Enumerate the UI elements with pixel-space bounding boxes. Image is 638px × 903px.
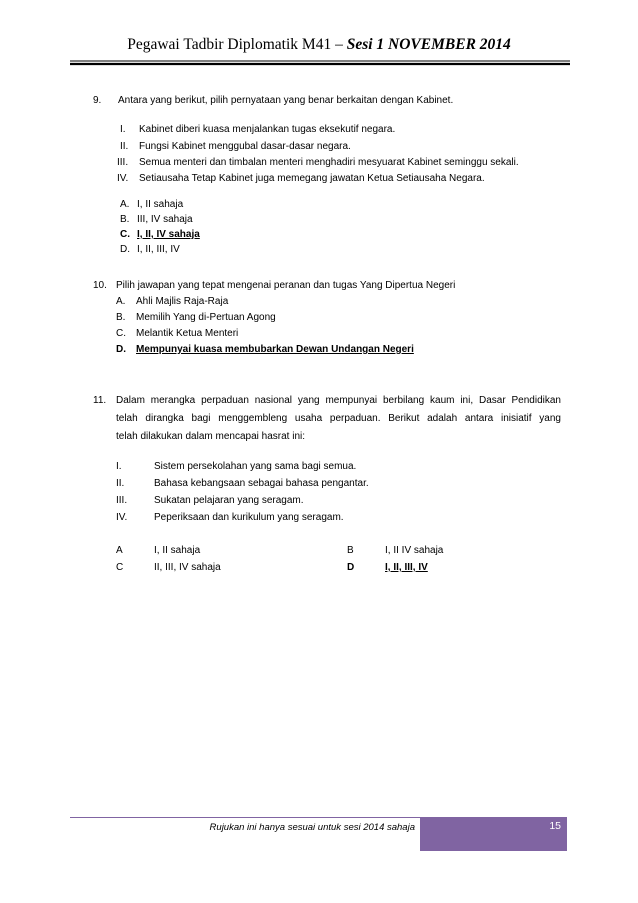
header-title: Pegawai Tadbir Diplomatik M41 – xyxy=(127,36,347,53)
page-number: 15 xyxy=(549,820,561,832)
question-stem-line: Dalam merangka perpaduan nasional yang mempunyai berbilang kaum ini, Dasar Pendidikan xyxy=(116,395,561,406)
statement-roman: I. xyxy=(116,461,122,472)
option-letter: B xyxy=(347,545,354,556)
option-text: Melantik Ketua Menteri xyxy=(136,328,239,339)
question-stem-line: telah dirangka bagi menggembleng usaha perpaduan. Berikut adalah antara inisiatif yang xyxy=(116,413,561,424)
option-text: II, III, IV sahaja xyxy=(154,562,221,573)
footer-note: Rujukan ini hanya sesuai untuk sesi 2014 sahaja xyxy=(209,822,415,833)
correct-answer: Mempunyai kuasa membubarkan Dewan Undangan Negeri xyxy=(136,344,414,355)
option-letter: D. xyxy=(116,344,126,355)
option-text: I, II sahaja xyxy=(154,545,201,556)
option-text: I, II, III, IV xyxy=(137,244,180,255)
statement-roman: III. xyxy=(117,157,129,168)
statement-roman: IV. xyxy=(116,512,128,523)
statement-roman: I. xyxy=(120,124,126,135)
option-text: I, II sahaja xyxy=(137,199,184,210)
option-letter: C. xyxy=(116,328,126,339)
statement-text: Bahasa kebangsaan sebagai bahasa pengantar. xyxy=(154,478,369,489)
question-number: 11. xyxy=(93,395,107,406)
option-text: I, II IV sahaja xyxy=(385,545,444,556)
question-stem: Pilih jawapan yang tepat mengenai peranan dan tugas Yang Dipertua Negeri xyxy=(116,280,456,291)
question-stem-line: telah dilakukan dalam mencapai hasrat ini: xyxy=(116,431,305,442)
option-letter: D. xyxy=(120,244,130,255)
correct-answer: I, II, IV sahaja xyxy=(137,229,200,240)
header-session: Sesi 1 NOVEMBER 2014 xyxy=(346,36,511,53)
option-letter: B. xyxy=(120,214,130,225)
page-number-box xyxy=(420,817,567,851)
page-header xyxy=(0,36,638,54)
footer-rule xyxy=(70,817,420,818)
statement-text: Sistem persekolahan yang sama bagi semua. xyxy=(154,461,357,472)
statement-roman: II. xyxy=(116,478,125,489)
option-letter: C. xyxy=(120,229,130,240)
option-letter: C xyxy=(116,562,124,573)
statement-roman: IV. xyxy=(117,173,129,184)
statement-roman: II. xyxy=(120,141,129,152)
option-text: Ahli Majlis Raja-Raja xyxy=(136,296,229,307)
statement-roman: III. xyxy=(116,495,128,506)
statement-text: Semua menteri dan timbalan menteri menghadiri mesyuarat Kabinet seminggu sekali. xyxy=(139,157,519,168)
header-rule xyxy=(70,60,570,66)
statement-text: Kabinet diberi kuasa menjalankan tugas eksekutif negara. xyxy=(139,124,396,135)
question-stem: Antara yang berikut, pilih pernyataan yang benar berkaitan dengan Kabinet. xyxy=(118,95,454,106)
statement-text: Peperiksaan dan kurikulum yang seragam. xyxy=(154,512,344,523)
statement-text: Sukatan pelajaran yang seragam. xyxy=(154,495,304,506)
correct-answer: I, II, III, IV xyxy=(385,562,428,573)
statement-text: Fungsi Kabinet menggubal dasar-dasar negara. xyxy=(139,141,351,152)
option-letter: A. xyxy=(120,199,130,210)
option-letter: A xyxy=(116,545,123,556)
statement-text: Setiausaha Tetap Kabinet juga memegang jawatan Ketua Setiausaha Negara. xyxy=(139,173,485,184)
option-letter: B. xyxy=(116,312,126,323)
option-letter: D xyxy=(347,562,355,573)
question-number: 10. xyxy=(93,280,107,291)
option-text: Memilih Yang di-Pertuan Agong xyxy=(136,312,276,323)
option-text: III, IV sahaja xyxy=(137,214,193,225)
option-letter: A. xyxy=(116,296,126,307)
question-number: 9. xyxy=(93,95,102,106)
